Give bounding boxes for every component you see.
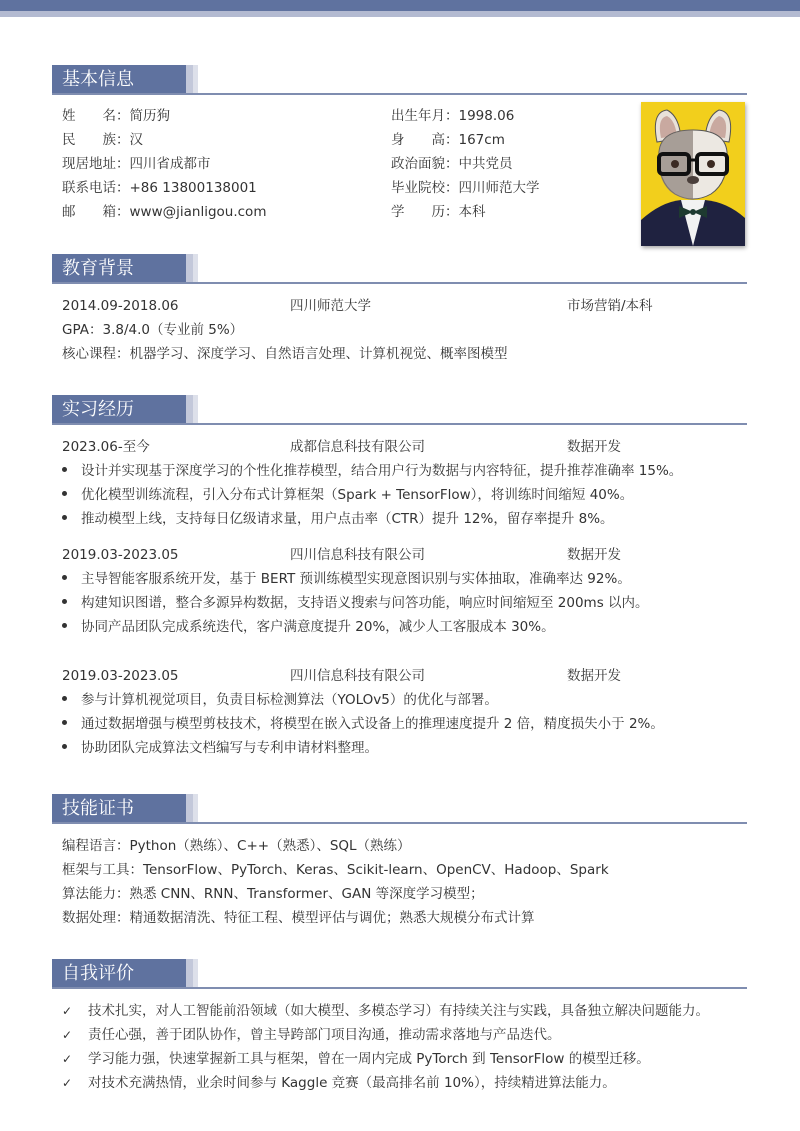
top-accent-bar [0, 0, 800, 11]
info-height: 身 高：167cm [391, 132, 505, 148]
bullet-icon [62, 491, 67, 496]
job-period: 2019.03-2023.05 [62, 668, 179, 684]
section-rule [52, 987, 747, 989]
education-major: 市场营销/本科 [567, 298, 653, 314]
job-period: 2019.03-2023.05 [62, 547, 179, 563]
bullet-icon [62, 623, 67, 628]
avatar [641, 102, 745, 246]
check-icon: ✓ [62, 1076, 73, 1090]
section-title: 教育背景 [52, 254, 186, 283]
section-title: 基本信息 [52, 65, 186, 94]
job-bullet: 协同产品团队完成系统迭代，客户满意度提升 20%，减少人工客服成本 30%。 [62, 617, 555, 637]
info-email: 邮 箱：www@jianligou.com [62, 204, 267, 220]
job-bullet: 通过数据增强与模型剪枝技术，将模型在嵌入式设备上的推理速度提升 2 倍，精度损失小于 2%。 [62, 714, 664, 734]
job-company: 四川信息科技有限公司 [290, 668, 425, 684]
info-birth: 出生年月：1998.06 [391, 108, 515, 124]
bullet-icon [62, 744, 67, 749]
check-icon: ✓ [62, 1052, 73, 1066]
check-icon: ✓ [62, 1004, 73, 1018]
info-school: 毕业院校：四川师范大学 [391, 180, 540, 196]
skill-item: 框架与工具：TensorFlow、PyTorch、Keras、Scikit-learn、OpenCV、Hadoop、Spark [62, 862, 609, 878]
section-rule [52, 93, 747, 95]
section-header-education [52, 254, 747, 283]
skill-item: 算法能力：熟悉 CNN、RNN、Transformer、GAN 等深度学习模型； [62, 886, 484, 902]
section-rule [52, 282, 747, 284]
bullet-icon [62, 575, 67, 580]
education-gpa: GPA：3.8/4.0（专业前 5%） [62, 322, 244, 338]
job-bullet: 优化模型训练流程，引入分布式计算框架（Spark + TensorFlow），将训练时间缩短 40%。 [62, 485, 633, 505]
job-role: 数据开发 [567, 547, 621, 563]
section-header-skills [52, 794, 747, 823]
job-company: 成都信息科技有限公司 [290, 439, 425, 455]
job-period: 2023.06-至今 [62, 439, 150, 455]
section-rule [52, 822, 747, 824]
bullet-icon [62, 467, 67, 472]
check-icon: ✓ [62, 1028, 73, 1042]
section-header-self-eval [52, 959, 747, 988]
section-title: 实习经历 [52, 395, 186, 424]
self-eval-item: ✓ 技术扎实，对人工智能前沿领域（如大模型、多模态学习）有持续关注与实践，具备独立解决问题能力。 [62, 1003, 709, 1019]
education-school: 四川师范大学 [290, 298, 371, 314]
bullet-icon [62, 515, 67, 520]
section-header-basic [52, 65, 747, 94]
info-degree: 学 历：本科 [391, 204, 486, 220]
skill-item: 编程语言：Python（熟练）、C++（熟悉）、SQL（熟练） [62, 838, 411, 854]
info-phone: 联系电话：+86 13800138001 [62, 180, 257, 196]
job-bullet: 参与计算机视觉项目，负责目标检测算法（YOLOv5）的优化与部署。 [62, 690, 498, 710]
section-header-internship [52, 395, 747, 424]
bullet-icon [62, 599, 67, 604]
section-title: 自我评价 [52, 959, 186, 988]
self-eval-item: ✓ 学习能力强，快速掌握新工具与框架，曾在一周内完成 PyTorch 到 TensorFlow 的模型迁移。 [62, 1051, 650, 1067]
bullet-icon [62, 720, 67, 725]
self-eval-item: ✓ 责任心强，善于团队协作，曾主导跨部门项目沟通，推动需求落地与产品迭代。 [62, 1027, 561, 1043]
self-eval-item: ✓ 对技术充满热情，业余时间参与 Kaggle 竞赛（最高排名前 10%），持续精进算法能力。 [62, 1075, 616, 1091]
info-political: 政治面貌：中共党员 [391, 156, 513, 172]
info-name: 姓 名：简历狗 [62, 108, 170, 124]
top-accent-bar-light [0, 11, 800, 17]
job-bullet: 设计并实现基于深度学习的个性化推荐模型，结合用户行为数据与内容特征，提升推荐准确率 15%。 [62, 461, 682, 481]
skill-item: 数据处理：精通数据清洗、特征工程、模型评估与调优；熟悉大规模分布式计算 [62, 910, 535, 926]
job-bullet: 推动模型上线，支持每日亿级请求量，用户点击率（CTR）提升 12%，留存率提升 8%。 [62, 509, 614, 529]
section-rule [52, 423, 747, 425]
job-bullet: 构建知识图谱，整合多源异构数据，支持语义搜索与问答功能，响应时间缩短至 200ms 以内。 [62, 593, 649, 613]
job-bullet: 主导智能客服系统开发，基于 BERT 预训练模型实现意图识别与实体抽取，准确率达 92%。 [62, 569, 631, 589]
bullet-icon [62, 696, 67, 701]
job-role: 数据开发 [567, 668, 621, 684]
job-role: 数据开发 [567, 439, 621, 455]
section-title: 技能证书 [52, 794, 186, 823]
education-period: 2014.09-2018.06 [62, 298, 179, 314]
job-company: 四川信息科技有限公司 [290, 547, 425, 563]
job-bullet: 协助团队完成算法文档编写与专利申请材料整理。 [62, 738, 378, 758]
education-courses: 核心课程：机器学习、深度学习、自然语言处理、计算机视觉、概率图模型 [62, 346, 508, 362]
info-ethnicity: 民 族：汉 [62, 132, 143, 148]
info-address: 现居地址：四川省成都市 [62, 156, 211, 172]
avatar-dog-with-glasses-icon [641, 102, 745, 246]
